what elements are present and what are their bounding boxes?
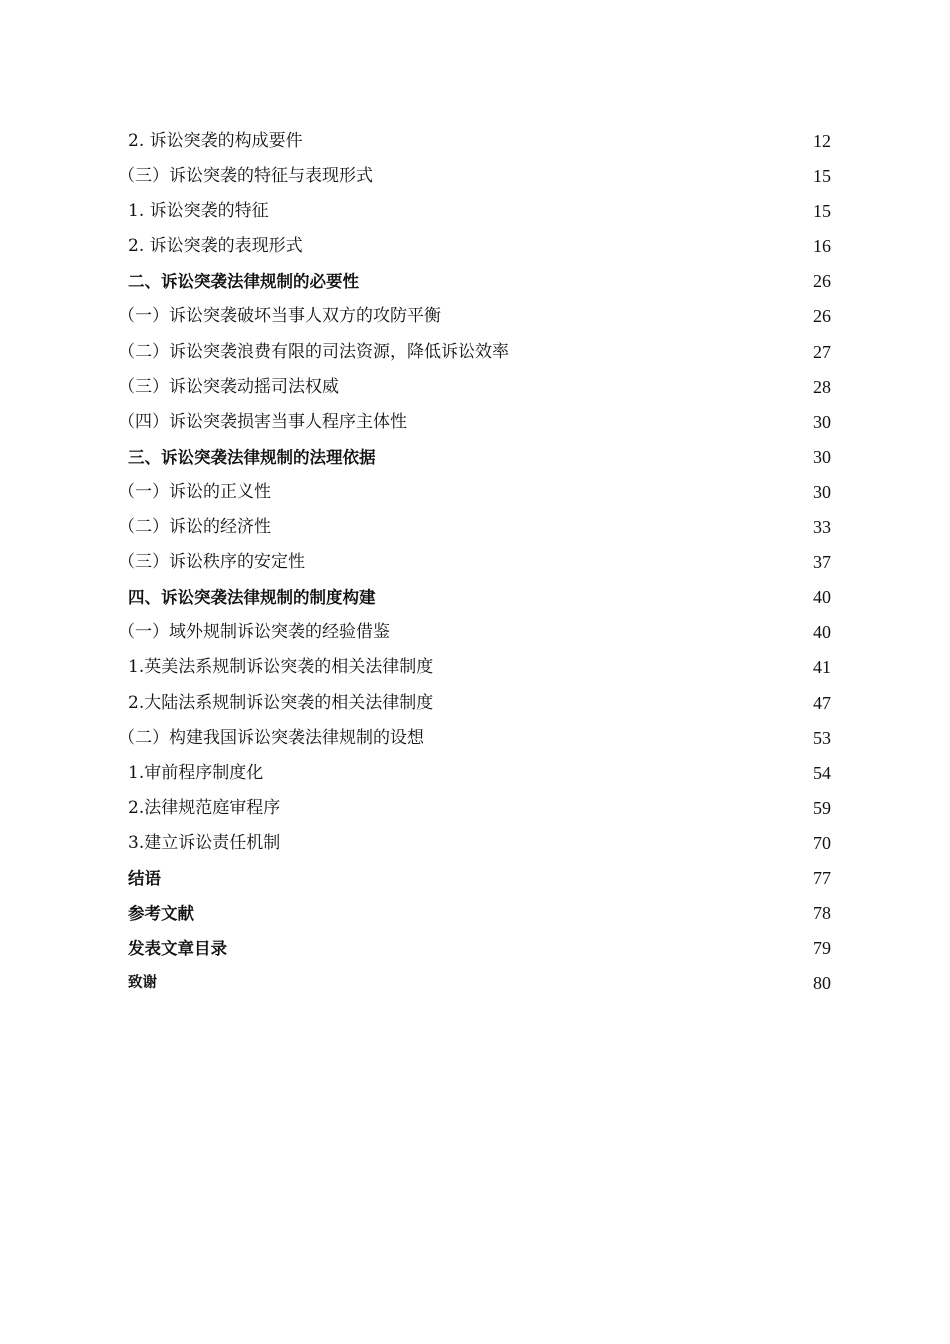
toc-entry [118,405,831,440]
toc-entry-page: 30 [813,411,831,432]
toc-entry [128,791,831,826]
toc-entry [118,370,831,405]
toc-entry [128,861,831,896]
toc-entry [118,335,831,370]
toc-entry-page: 30 [813,481,831,502]
toc-entry-page: 77 [813,867,831,888]
toc-entry-page: 28 [813,376,831,397]
toc-entry [128,229,831,264]
toc-entry [128,194,831,229]
toc-entry-title: （一）域外规制诉讼突袭的经验借鉴 [118,622,390,643]
toc-entry-page: 27 [813,341,831,362]
toc-entry-page: 33 [813,517,831,538]
toc-entry-page: 78 [813,903,831,924]
toc-entry [118,545,831,580]
toc-entry-title: （三）诉讼突袭的特征与表现形式 [118,166,373,187]
toc-entry-title: 3.建立诉讼责任机制 [128,832,281,853]
toc-entry [128,931,831,966]
toc-entry-title: 三、诉讼突袭法律规制的法理依据 [128,447,376,467]
toc-entry-title: （二）诉讼突袭浪费有限的司法资源，降低诉讼效率 [118,341,509,362]
toc-entry-page: 41 [813,657,831,678]
toc-entry [128,966,831,1001]
toc-entry [128,124,831,159]
toc-entry-title: 发表文章目录 [128,939,227,959]
toc-entry-title: 1. 诉讼突袭的特征 [128,201,269,222]
toc-entry-page: 47 [813,692,831,713]
toc-entry-page: 16 [813,236,831,257]
toc-entry-page: 37 [813,552,831,573]
toc-entry-title: （四）诉讼突袭损害当事人程序主体性 [118,411,407,432]
toc-entry-page: 30 [813,446,831,467]
toc-entry-title: 结语 [128,868,161,888]
toc-entry-title: （一）诉讼的正义性 [118,481,271,502]
toc-entry-title: （二）诉讼的经济性 [118,517,271,538]
toc-entry [118,159,831,194]
toc-entry [128,896,831,931]
toc-entry-page: 15 [813,201,831,222]
toc-entry-page: 79 [813,938,831,959]
table-of-contents [118,124,831,1001]
toc-entry [118,721,831,756]
toc-entry-title: 2. 诉讼突袭的构成要件 [128,131,303,151]
toc-entry-page: 26 [813,271,831,292]
toc-entry-title: 2.法律规范庭审程序 [128,797,281,818]
toc-entry-title: 1.英美法系规制诉讼突袭的相关法律制度 [128,657,434,678]
toc-entry [128,580,831,615]
toc-entry-title: 致谢 [128,975,157,992]
toc-entry-title: 1.审前程序制度化 [128,762,264,783]
toc-entry [118,510,831,545]
toc-entry-title: （一）诉讼突袭破坏当事人双方的攻防平衡 [118,306,441,327]
toc-entry [128,264,831,299]
toc-entry-page: 40 [813,622,831,643]
toc-entry-title: 四、诉讼突袭法律规制的制度构建 [128,588,376,608]
toc-entry [118,299,831,334]
toc-entry [128,440,831,475]
toc-entry-page: 53 [813,727,831,748]
toc-entry-page: 26 [813,306,831,327]
toc-entry-title: （二）构建我国诉讼突袭法律规制的设想 [118,727,424,748]
toc-entry-page: 59 [813,797,831,818]
toc-entry-title: 2.大陆法系规制诉讼突袭的相关法律制度 [128,692,434,713]
toc-entry-title: 2. 诉讼突袭的表现形式 [128,236,303,257]
toc-entry [128,686,831,721]
toc-entry-title: （三）诉讼秩序的安定性 [118,552,305,573]
toc-entry [118,615,831,650]
toc-entry-page: 70 [813,832,831,853]
toc-entry [118,475,831,510]
toc-entry-title: 参考文献 [128,904,194,924]
toc-entry [128,826,831,861]
toc-entry-title: 二、诉讼突袭法律规制的必要性 [128,272,359,292]
toc-entry-page: 40 [813,587,831,608]
toc-entry [128,756,831,791]
toc-entry-title: （三）诉讼突袭动摇司法权威 [118,376,339,397]
toc-entry-page: 12 [813,131,831,151]
toc-entry-page: 54 [813,762,831,783]
toc-entry-page: 15 [813,166,831,187]
toc-entry-page: 80 [813,973,831,994]
toc-entry [128,650,831,685]
